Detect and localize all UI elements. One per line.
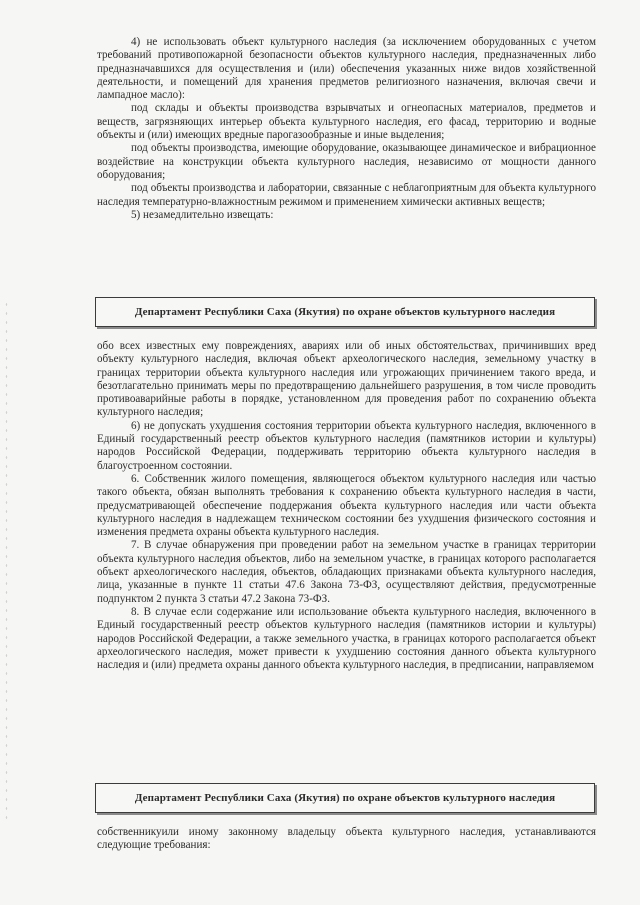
text-section-middle — [97, 340, 596, 672]
department-stamp: Департамент Республики Саха (Якутия) по охране объектов культурного наследия — [95, 783, 595, 813]
paragraph-warehouses: под склады и объекты производства взрывчатых и огнеопасных материалов, предметов и веществ, загрязняющих интерьер объекта культурного наследия, его фасад, территорию и водные объекты и (или) имеющих вредные парогазообразные и иные выделения; — [97, 102, 596, 142]
text-section-top — [97, 36, 596, 222]
paragraph-item-5: 5) незамедлительно извещать: — [131, 208, 274, 221]
paragraph-item-4: 4) не использовать объект культурного наследия (за исключением оборудованных с учетом требований противопожарной безопасности объектов культурного наследия, предназначенных либо предназначавшихся для осуществления и (или) обеспечения указанных ниже видов хозяйственной деятельности, и помещений для хранения предметов религиозного назначения, включая свечи и лампадное масло): — [97, 36, 596, 102]
paragraph-damage-notice: обо всех известных ему повреждениях, авариях или об иных обстоятельствах, причинивших вред объекту культурного наследия, включая объект археологического наследия, земельному участку в границах территории объекта культурного наследия или угрожающих причинением такого вреда, и безотлагательно принимать меры по предотвращению дальнейшего разрушения, в том числе проводить противоаварийные работы в порядке, установленном для проведения работ по сохранению объекта культурного наследия; — [97, 340, 596, 419]
paragraph-production-equipment: под объекты производства, имеющие оборудование, оказывающее динамическое и вибрационное воздействие на конструкции объекта культурного наследия, независимо от мощности данного оборудования; — [97, 142, 596, 181]
text-section-bottom — [97, 826, 596, 853]
paragraph-laboratories: под объекты производства и лаборатории, связанные с неблагоприятным для объекта культурного наследия температурно-влажностным режимом и применением химически активных веществ; — [97, 182, 596, 208]
paragraph-requirements: собственникуили иному законному владельцу объекта культурного наследия, устанавливаются следующие требования: — [97, 826, 596, 852]
scan-margin-dots — [4, 300, 10, 820]
paragraph-clause-6: 6. Собственник жилого помещения, являющегося объектом культурного наследия или частью такого объекта, обязан выполнять требования к сохранению объекта культурного наследия в части, предусматривающей обеспечение поддержания объекта культурного наследия или части объекта культурного наследия в надлежащем техническом состоянии без ухудшения физического состояния и изменения предмета охраны объекта культурного наследия. — [97, 472, 596, 539]
paragraph-clause-7: 7. В случае обнаружения при проведении работ на земельном участке в границах территории объекта культурного наследия объектов, либо на земельном участке, в границах которого располагается объект археологического наследия, объектов, обладающих признаками объекта культурного наследия, лица, указанные в пункте 11 статьи 47.6 Закона 73-ФЗ, осуществляют действия, предусмотренные подпунктом 2 пункта 3 статьи 47.2 Закона 73-ФЗ. — [97, 539, 596, 605]
paragraph-clause-8: 8. В случае если содержание или использование объекта культурного наследия, включенного в Единый государственный реестр объектов культурного наследия (памятников истории и культуры) народов Российской Федерации, а также земельного участка, в границах которого располагается объект археологического наследия, может привести к ухудшению состояния данного объекта культурного наследия и (или) предмета охраны данного объекта культурного наследия, в предписании, направляемом — [97, 605, 596, 672]
paragraph-item-6: 6) не допускать ухудшения состояния территории объекта культурного наследия, включенного в Единый государственный реестр объектов культурного наследия (памятников истории и культуры) народов Российской Федерации, поддерживать территорию объекта культурного наследия в благоустроенном состоянии. — [97, 419, 596, 472]
department-stamp: Департамент Республики Саха (Якутия) по охране объектов культурного наследия — [95, 297, 595, 327]
